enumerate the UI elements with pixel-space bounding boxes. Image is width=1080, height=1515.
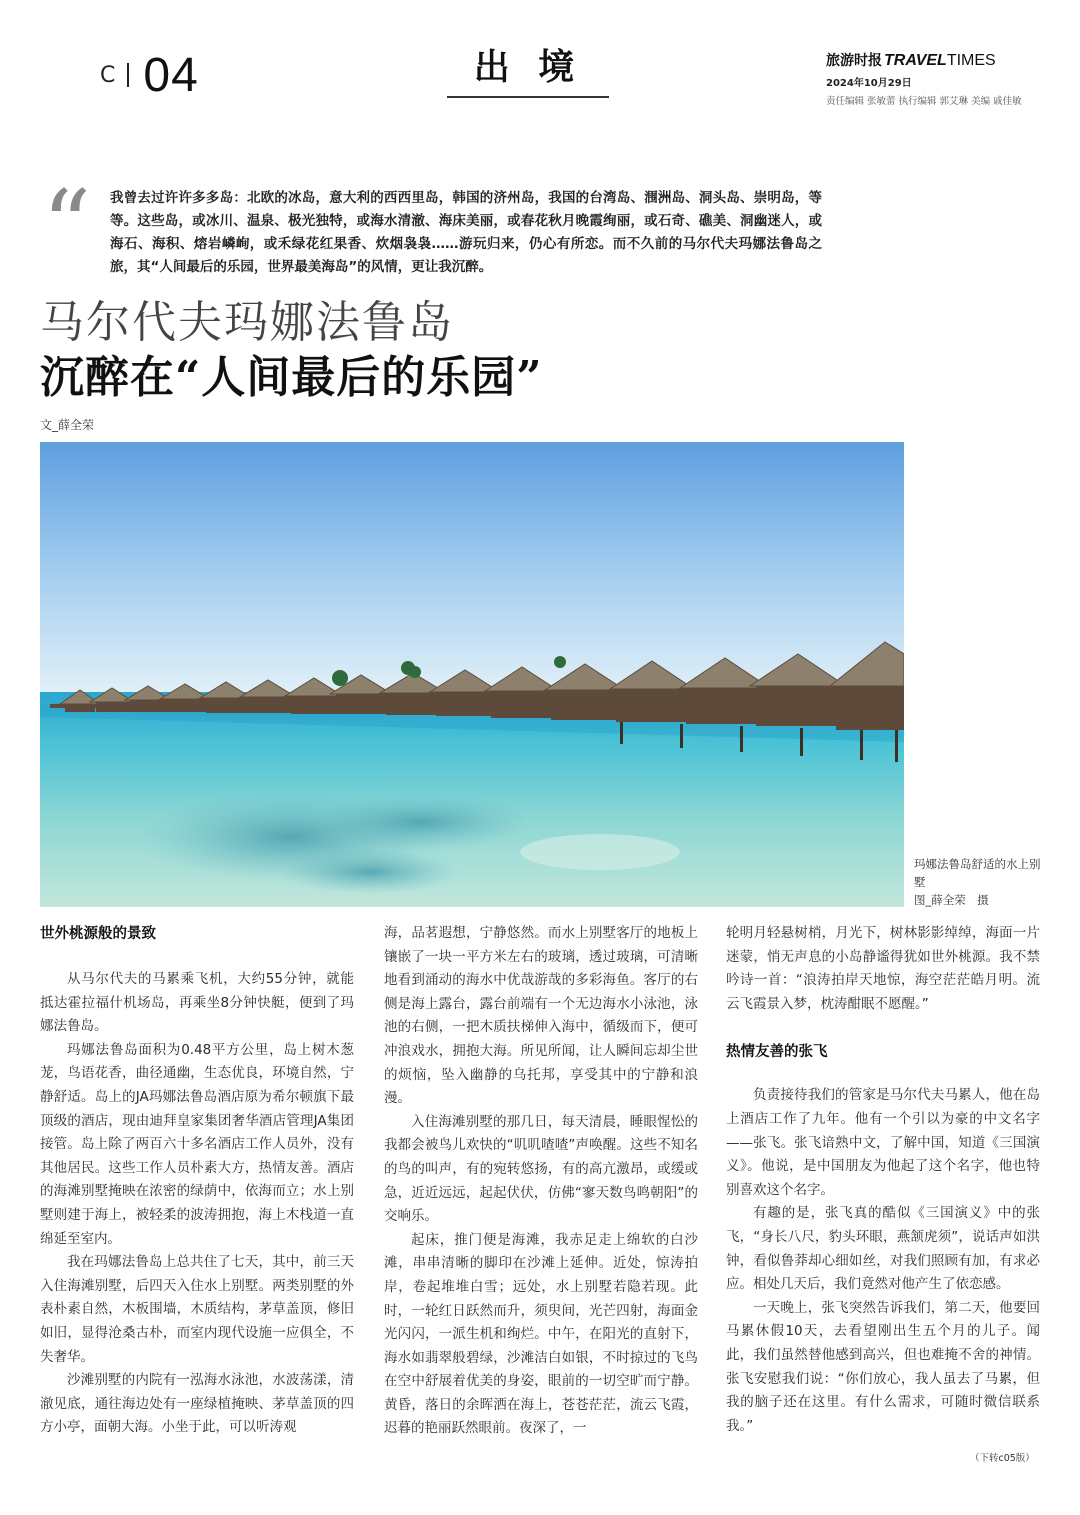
intro-paragraph: 我曾去过许许多多岛：北欧的冰岛，意大利的西西里岛，韩国的济州岛，我国的台湾岛、涠洲岛、洞头岛、崇明岛，等等。这些岛，或冰川、温泉、极光独特，或海水清澈、海床美丽，或春花秋月晚霞绚丽，或石奇、礁美、洞幽迷人，或海石、海积、熔岩嶙峋，或禾绿花红果香、炊烟袅袅……游玩归来，仍心有所恋。而不久前的马尔代夫玛娜法鲁岛之旅，其“人间最后的乐园，世界最美海岛”的风情，更让我沉醉。 — [110, 190, 822, 275]
section-underline — [447, 96, 609, 98]
paragraph: 玛娜法鲁岛面积为0.48平方公里，岛上树木葱茏，鸟语花香，曲径通幽，生态优良，环境自然，宁静舒适。岛上的JA玛娜法鲁岛酒店原为希尔顿旗下最顶级的酒店，现由迪拜皇家集团奢华酒店管理JA集团接管。岛上除了两百六十多名酒店工作人员外，没有其他居民。这些工作人员朴素大方，热情友善。酒店的海滩别墅掩映在浓密的绿荫中，依海而立；水上别墅则建于海上，被轻柔的波涛拥抱，海上木栈道一直绵延至室内。 — [40, 1041, 354, 1247]
page-number: 04 — [143, 48, 199, 102]
article-photo — [40, 442, 904, 907]
paragraph: 从马尔代夫的马累乘飞机，大约55分钟，就能抵达霍拉福什机场岛，再乘坐8分钟快艇，便到了玛娜法鲁岛。 — [40, 971, 354, 1035]
paragraph: 海，品茗遐想，宁静悠然。而水上别墅客厅的地板上镶嵌了一块一平方米左右的玻璃，透过玻璃，可清晰地看到涌动的海水中优哉游哉的多彩海鱼。客厅的右侧是海上露台，露台前端有一个无边海水小泳池，泳池的右侧，一把木质扶梯伸入海中，循级而下，便可冲浪戏水，拥抱大海。所见所闻，让人瞬间忘却尘世的烦恼，坠入幽静的乌托邦，享受其中的宁静和浪漫。 — [384, 925, 698, 1107]
continued-note: （下转c05版） — [970, 1453, 1035, 1464]
article-column-2 — [384, 922, 698, 1441]
paragraph: 入住海滩别墅的那几日，每天清晨，睡眼惺忪的我都会被鸟儿欢快的“叽叽喳喳”声唤醒。这些不知名的鸟的叫声，有的宛转悠扬，有的高亢激昂，或缓或急，近近远远，起起伏伏，仿佛“寥天数鸟鸣朝阳”的交响乐。 — [384, 1113, 698, 1225]
byline: 文_薛全荣 — [40, 418, 95, 432]
paper-name — [826, 50, 1066, 70]
editor-credits: 责任编辑 张敏蕾 执行编辑 郭艾琳 美编 戚佳敏 — [826, 96, 1022, 107]
caption-text: 玛娜法鲁岛舒适的水上别墅 — [914, 857, 1041, 889]
page-header-left — [100, 50, 199, 100]
paragraph: 轮明月轻悬树梢，月光下，树林影影绰绰，海面一片迷蒙，悄无声息的小岛静谧得犹如世外桃源。我不禁吟诗一首：“浪涛拍岸天地惊，海空茫茫皓月明。流云飞霞景入梦，枕涛酣眠不愿醒。” — [726, 925, 1040, 1012]
paper-name-en-bold: TRAVEL — [884, 52, 947, 69]
subheading-paradise: 世外桃源般的景致 — [40, 926, 156, 942]
paper-name-en-regular: TIMES — [946, 52, 996, 69]
masthead — [826, 50, 1066, 107]
paragraph: 有趣的是，张飞真的酷似《三国演义》中的张飞，“身长八尺，豹头环眼，燕颔虎须”，说话声如洪钟，看似鲁莽却心细如丝，对我们照顾有加，有求必应。相处几天后，我们竟然对他产生了依恋感。 — [726, 1205, 1040, 1293]
paragraph: 一天晚上，张飞突然告诉我们，第二天，他要回马累休假10天，去看望刚出生五个月的儿子。闻此，我们虽然替他感到高兴，但也难掩不舍的神情。张飞安慰我们说：“你们放心，我人虽去了马累，但我的脑子还在这里。有什么需求，可随时微信联系我。” — [726, 1299, 1040, 1434]
paragraph: 负责接待我们的管家是马尔代夫马累人，他在岛上酒店工作了九年。他有一个引以为豪的中文名字——张飞。张飞谙熟中文，了解中国，知道《三国演义》。他说，是中国朋友为他起了这个名字，他也特别喜欢这个名字。 — [726, 1087, 1040, 1198]
paper-name-cn: 旅游时报 — [826, 53, 882, 69]
section-title: 出 境 — [473, 47, 583, 88]
section-letter: C — [100, 62, 118, 88]
article-column-1 — [40, 922, 354, 1440]
article-headline — [40, 296, 940, 406]
quote-mark-icon: “ — [42, 170, 92, 282]
issue-date: 2024年10月29日 — [826, 78, 912, 89]
paragraph: 起床，推门便是海滩，我赤足走上绵软的白沙滩，串串清晰的脚印在沙滩上延伸。近处，惊涛拍岸，卷起堆堆白雪；远处，水上别墅若隐若现。此时，一轮红日跃然而升，须臾间，光芒四射，海面金光闪闪，一派生机和绚烂。中午，在阳光的直射下，海水如翡翠般碧绿，沙滩洁白如银，不时掠过的飞鸟在空中舒展着优美的身姿，眼前的一切空旷而宁静。黄昏，落日的余晖洒在海上，苍苍茫茫，流云飞霞，迟暮的艳丽跃然眼前。夜深了，一 — [384, 1231, 698, 1437]
article-column-3 — [726, 922, 1040, 1438]
caption-credit: 图_薛全荣 摄 — [914, 893, 989, 907]
headline-line-1: 马尔代夫玛娜法鲁岛 — [40, 297, 454, 348]
overwater-villas-photo — [40, 442, 904, 907]
headline-line-2: 沉醉在“人间最后的乐园” — [40, 352, 543, 403]
section-header — [447, 46, 609, 98]
paragraph: 沙滩别墅的内院有一泓海水泳池，水波荡漾，清澈见底，通往海边处有一座绿植掩映、茅草盖顶的四方小亭，面朝大海。小坐于此，可以听涛观 — [40, 1372, 354, 1436]
photo-caption — [914, 855, 1044, 909]
section-divider — [127, 63, 129, 87]
subheading-zhangfei: 热情友善的张飞 — [726, 1044, 828, 1061]
paragraph: 我在玛娜法鲁岛上总共住了七天，其中，前三天入住海滩别墅，后四天入住水上别墅。两类别墅的外表朴素自然，木板围墙，木质结构，茅草盖顶，修旧如旧，显得沧桑古朴，而室内现代设施一应俱全，不失奢华。 — [40, 1254, 354, 1365]
